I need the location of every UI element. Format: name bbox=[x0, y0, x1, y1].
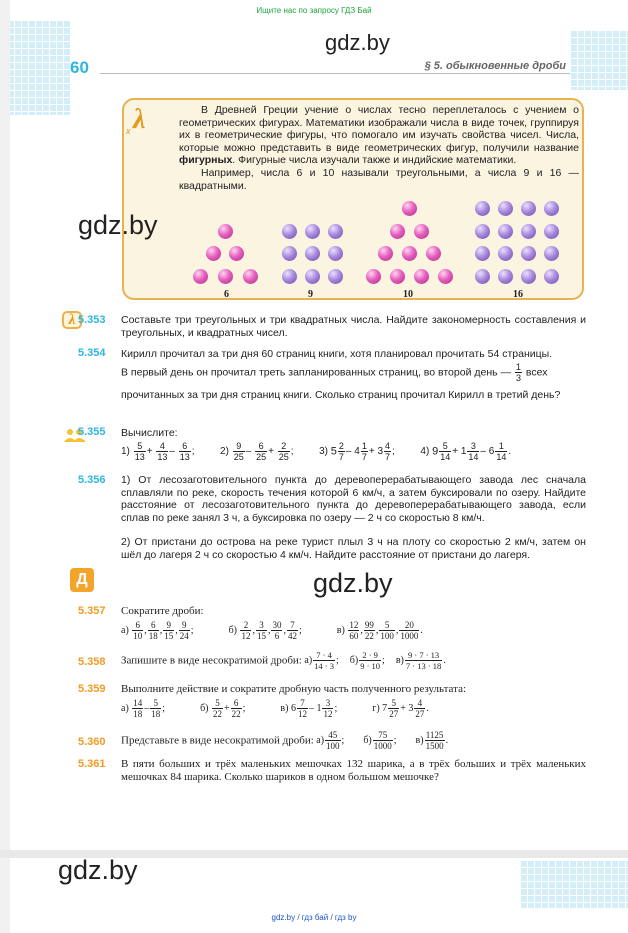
ball bbox=[282, 224, 297, 239]
problem-number-353: 5.353 bbox=[78, 314, 106, 326]
info-text-a: В Древней Греции учение о числах тесно переплеталось с учением о геометрических фигурах. Математики изображали числа в виде точек, группируя их в геометрические фигуры, что помогало им изучать свойства чисел. Числа, которые можно представить в виде геометрических фигур, получили название bbox=[179, 104, 579, 154]
ball bbox=[521, 269, 536, 284]
problem-353-text: Составьте три треугольных и три квадратных числа. Найдите закономерность составления и треугольных, и квадратных чисел. bbox=[121, 314, 586, 339]
ball bbox=[426, 246, 441, 261]
problem-356-text-1: 1) От лесозаготовительного пункта до деревоперерабатывающего завода лес сначала сплавляли по реке, скорость течения которой 6 км/ч, а затем буксировали по озеру. Найдите расстояние от лесозаготовительного пункта до деревоперерабатывающего завода, если сплав по реке занял 3 ч, а буксировка по озеру — 2 ч со скоростью 8 км/ч. bbox=[121, 474, 586, 524]
numerator: 1 bbox=[515, 362, 521, 372]
problem-number-360: 5.360 bbox=[78, 736, 106, 748]
ball bbox=[402, 246, 417, 261]
problem-number-355: 5.355 bbox=[78, 426, 106, 438]
ball bbox=[521, 201, 536, 216]
ball bbox=[498, 269, 513, 284]
problem-number-356: 5.356 bbox=[78, 474, 106, 486]
footer-link-2[interactable]: гдз бай bbox=[301, 913, 329, 922]
denominator: 3 bbox=[515, 373, 521, 383]
figure-label-10: 10 bbox=[403, 289, 413, 300]
problem-354-line-2 bbox=[121, 362, 586, 383]
watermark-4: gdz.by bbox=[58, 855, 138, 885]
ball bbox=[521, 224, 536, 239]
problem-358-line: Запишите в виде несократимой дроби: а) $\frac{7 \cdot 4}{14 \cdot 3}$ ; б) $\frac{2 \cdot 9}{9 \cdot 10}$ ; в) $\frac{9 \cdot 7 \cdot 13}{7 \cdot 13 \cdot 18}$ . bbox=[121, 650, 446, 671]
problem-360-label: Представьте в виде несократимой дроби: bbox=[121, 734, 314, 747]
figure-label-9: 9 bbox=[308, 289, 313, 300]
lambda-x-icon: x bbox=[126, 126, 131, 136]
problem-359-expressions: а) $\frac{14}{18}$ – $\frac{5}{18}$ ; б) $\frac{5}{22}$ + $\frac{6}{22}$ ; в) 6 $\frac{7}{12}$ – 1 $\frac{3}{12}$ ; г) 7 $\frac{5}{27}$ + 3 $\frac{4}{27}$ . bbox=[121, 698, 429, 719]
problem-number-357: 5.357 bbox=[78, 605, 106, 617]
ball bbox=[218, 224, 233, 239]
ball bbox=[544, 224, 559, 239]
decor-grid-bottom-right bbox=[520, 860, 628, 908]
problem-number-354: 5.354 bbox=[78, 347, 106, 359]
problem-359-label: Выполните действие и сократите дробную часть полученного результата: bbox=[121, 683, 467, 695]
ball bbox=[498, 246, 513, 261]
problem-number-359: 5.359 bbox=[78, 683, 106, 695]
info-box bbox=[122, 98, 584, 300]
ball bbox=[193, 269, 208, 284]
problem-355-expressions: 1) $\frac{5}{13}$ + $\frac{4}{13}$ – $\frac{6}{13}$ ; 2) $\frac{9}{25}$ – $\frac{6}{25}$ + $\frac{2}{25}$ ; 3) 5 $\frac{2}{7}$ – 4 $\frac{1}{7}$ + 3 $\frac{4}{7}$ ; 4) 9 $\frac{5}{14}$ + 1 $\frac{3}{14}$ – 6 $\frac{1}{14}$ . bbox=[121, 441, 512, 462]
watermark-2: gdz.by bbox=[78, 210, 158, 240]
ball bbox=[475, 246, 490, 261]
problem-357-expressions: а) $\frac{6}{10}$ , $\frac{6}{18}$ , $\frac{9}{15}$ , $\frac{9}{24}$ ; б) $\frac{2}{12}$ , $\frac{3}{15}$ , $\frac{30}{6}$ , $\frac{7}{42}$ ; в) $\frac{12}{60}$ , $\frac{99}{22}$ , $\frac{5}{100}$ , $\frac{20}{1000}$ . bbox=[121, 620, 423, 641]
problem-354-text-2b: всех bbox=[525, 366, 548, 379]
ball bbox=[282, 269, 297, 284]
ball bbox=[328, 246, 343, 261]
problem-360-line: Представьте в виде несократимой дроби: а) $\frac{45}{100}$ ; б) $\frac{75}{1000}$ ; в) $\frac{1125}{1500}$ . bbox=[121, 730, 449, 751]
problem-354-text-3: прочитанных за три дня страниц книги. Сколько страниц прочитал Кирилл в третий день? bbox=[121, 389, 561, 401]
ball bbox=[498, 201, 513, 216]
page-left-shade bbox=[0, 0, 10, 933]
lambda-icon: λ bbox=[133, 104, 146, 135]
ball bbox=[475, 224, 490, 239]
ball bbox=[475, 269, 490, 284]
ball bbox=[243, 269, 258, 284]
problem-354-text-1: Кирилл прочитал за три дня 60 страниц книги, хотя планировал прочитать 54 страницы. bbox=[121, 348, 553, 360]
ball bbox=[544, 269, 559, 284]
info-paragraph-1 bbox=[179, 104, 579, 167]
problem-356-text-2: 2) От пристани до острова на реке турист плыл 3 ч на плоту со скоростью 2 км/ч, затем он шёл до лагеря 2 ч со скоростью 4 км/ч. Найдите расстояние от пристани до лагеря. bbox=[121, 536, 586, 561]
ball bbox=[544, 201, 559, 216]
chapter-title: § 5. обыкновенные дроби bbox=[424, 60, 566, 72]
ball bbox=[206, 246, 221, 261]
ball bbox=[402, 201, 417, 216]
info-paragraph-2: Например, числа 6 и 10 называли треугольными, а числа 9 и 16 — квадратными. bbox=[179, 166, 579, 192]
ball bbox=[328, 224, 343, 239]
watermark-1: gdz.by bbox=[325, 30, 390, 55]
ball bbox=[305, 224, 320, 239]
figure-label-16: 16 bbox=[513, 289, 523, 300]
ball bbox=[521, 246, 536, 261]
ball bbox=[414, 224, 429, 239]
figure-label-6: 6 bbox=[224, 289, 229, 300]
ball bbox=[282, 246, 297, 261]
ball bbox=[498, 224, 513, 239]
problem-357-label: Сократите дроби: bbox=[121, 605, 204, 617]
footer-sep: / bbox=[330, 913, 333, 922]
problem-354-text-2a: В первый день он прочитал треть запланированных страниц, во второй день — bbox=[121, 366, 512, 379]
page-number: 60 bbox=[70, 58, 89, 77]
footer-sep: / bbox=[297, 913, 300, 922]
problem-number-358: 5.358 bbox=[78, 656, 106, 668]
decor-grid-top-left bbox=[0, 20, 70, 115]
extra-task-icon: Д bbox=[70, 568, 94, 592]
ball bbox=[305, 269, 320, 284]
problem-number-361: 5.361 bbox=[78, 758, 106, 770]
chapter-underline bbox=[100, 73, 570, 74]
footer-link-1[interactable]: gdz.by bbox=[271, 913, 296, 922]
ball bbox=[229, 246, 244, 261]
problem-355-label: Вычислите: bbox=[121, 427, 178, 439]
problem-361-text: В пяти больших и трёх маленьких мешочках 132 шарика, а в трёх больших и трёх маленьких мешочках 84 шарика. Сколько шариков в одном большом мешочке? bbox=[121, 758, 586, 783]
decor-grid-top-right bbox=[570, 30, 628, 90]
lambda-badge-icon: λ bbox=[62, 311, 82, 329]
ball bbox=[414, 269, 429, 284]
top-note: Ищите нас по запросу ГДЗ Бай bbox=[256, 6, 372, 15]
ball bbox=[390, 224, 405, 239]
ball bbox=[378, 246, 393, 261]
info-text-bold: фигурных bbox=[179, 154, 233, 167]
footer-link-3[interactable]: гдз by bbox=[334, 913, 357, 922]
ball bbox=[438, 269, 453, 284]
ball bbox=[544, 246, 559, 261]
info-text bbox=[179, 104, 579, 192]
ball bbox=[218, 269, 233, 284]
ball bbox=[328, 269, 343, 284]
info-text-b: . Фигурные числа изучали также и индийские математики. bbox=[232, 154, 517, 167]
footer-links bbox=[0, 913, 628, 922]
watermark-3: gdz.by bbox=[313, 568, 393, 598]
fraction bbox=[515, 362, 522, 383]
ball bbox=[390, 269, 405, 284]
ball bbox=[366, 269, 381, 284]
problem-358-label: Запишите в виде несократимой дроби: bbox=[121, 654, 302, 667]
ball bbox=[475, 201, 490, 216]
ball bbox=[305, 246, 320, 261]
